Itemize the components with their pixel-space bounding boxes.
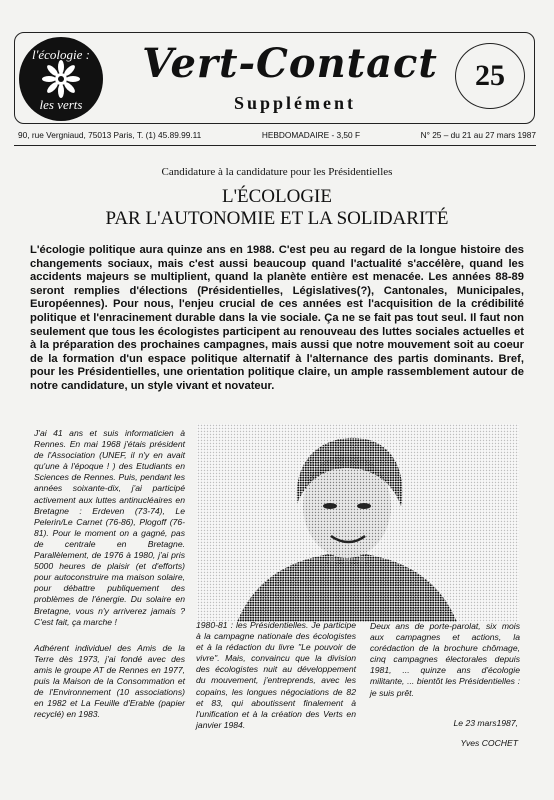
signature-date: Le 23 mars1987, bbox=[453, 718, 518, 728]
article-kicker: Candidature à la candidature pour les Présidentielles bbox=[161, 166, 393, 178]
article-intro: L'écologie politique aura quinze ans en 1988. C'est peu au regard de la longue histoire des changements sociaux, mais c'est aussi beaucoup quand l'actualité s'accélère, quand les accidents majeurs se multiplient, quand la planète entière est menacée. Les années 88-89 seront remplies d'élections (Présidentielles, Législatives(?), Cantonales, Municipales, Européennes). Pour nous, l'enjeu crucial de ces années est l'acquisition de la crédibilité politique et l'enracinement durable dans la vie sociale. Ça ne se fait pas tout seul. Il faut non seulement que tous les écologistes participent au renouveau des luttes sociales actuelles et à la préparation des prochaines campagnes, mais aussi que notre mouvement soit au coeur de la formation d'un espace politique alternatif à l'alternance des partis dominants. Bref, pour les Présidentielles, une orientation politique claire, un ample rassemblement autour de notre candidature, un style vivant et novateur. bbox=[30, 244, 524, 392]
header-rule bbox=[14, 145, 536, 146]
left-paragraph-1: J'ai 41 ans et suis informaticien à Rennes. En mai 1968 j'étais président de l'Association (UNEF, il n'y en avait qu'une à l'époque ! ) des Etudiants en Sciences de Rennes. Puis, pendant les années soixante-dix, j'ai participé activement aux luttes antinucléaires en Bretagne : Erdeven (73-74), Le Pelerin/Le Carnet (76-86), Plogoff (76-81). Pour le moment on a gagné, pas de centrale en Bretagne. Parallèlement, de 1976 à 1980, j'ai pris 5000 heures de plaisir (et d'efforts) pour autoconstruire ma maison solaire, pour débattre publiquement des problèmes de l'énergie. Du solaire en Bretagne, vous n'y arriverez jamais ? C'est fait, ça marche ! bbox=[34, 428, 185, 627]
issue-dates: N° 25 – du 21 au 27 mars 1987 bbox=[420, 130, 536, 140]
frequency-price: HEBDOMADAIRE - 3,50 F bbox=[261, 130, 361, 140]
publisher-address: 90, rue Vergniaud, 75013 Paris, T. (1) 45.89.99.11 bbox=[18, 130, 202, 140]
ecology-flower-logo-icon bbox=[19, 37, 103, 121]
column-middle: 1980-81 : les Présidentielles. Je participe à la campagne nationale des écologistes et à la rédaction du livre "Le pouvoir de vivre". Mais, convaincu que la division des écologistes nuit au développement du mouvement, j'entreprends, avec les copains, les longues négociations de 82 et 83, qui aboutissent finalement à l'unification et à la création des Verts en janvier 1984. bbox=[196, 620, 356, 730]
portrait-photo-icon bbox=[197, 424, 519, 622]
masthead bbox=[14, 32, 535, 124]
headline-line-2: PAR L'AUTONOMIE ET LA SOLIDARITÉ bbox=[105, 208, 449, 229]
logo-text-top: l'écologie : bbox=[31, 47, 90, 62]
publication-info-line bbox=[18, 130, 536, 144]
column-right: Deux ans de porte-parolat, six mois aux campagnes et actions, la corédaction de la brochure chômage, cinq campagnes électorales depuis 1981, ... quinze ans d'écologie militante, ... bientôt les Présidentielles : je suis prêt. bbox=[370, 621, 520, 698]
column-left bbox=[34, 428, 185, 735]
signature-name: Yves COCHET bbox=[460, 738, 518, 748]
portrait-illustration bbox=[197, 424, 519, 622]
publication-title: Vert-Contact bbox=[142, 40, 438, 87]
headline-line-1: L'ÉCOLOGIE bbox=[221, 186, 332, 207]
logo-text-bottom: les verts bbox=[39, 97, 83, 112]
left-paragraph-2: Adhérent individuel des Amis de la Terre dès 1973, j'ai fondé avec des amis le groupe AT de Rennes en 1977, puis la Maison de la Consommation et de l'Environnement (10 associations) en 1982 et La Feuille d'Erable (papier recyclé) en 1983. bbox=[34, 642, 185, 720]
article-headline bbox=[0, 186, 554, 230]
publication-subtitle: Supplément bbox=[233, 93, 357, 113]
issue-number-badge: 25 bbox=[455, 43, 525, 109]
